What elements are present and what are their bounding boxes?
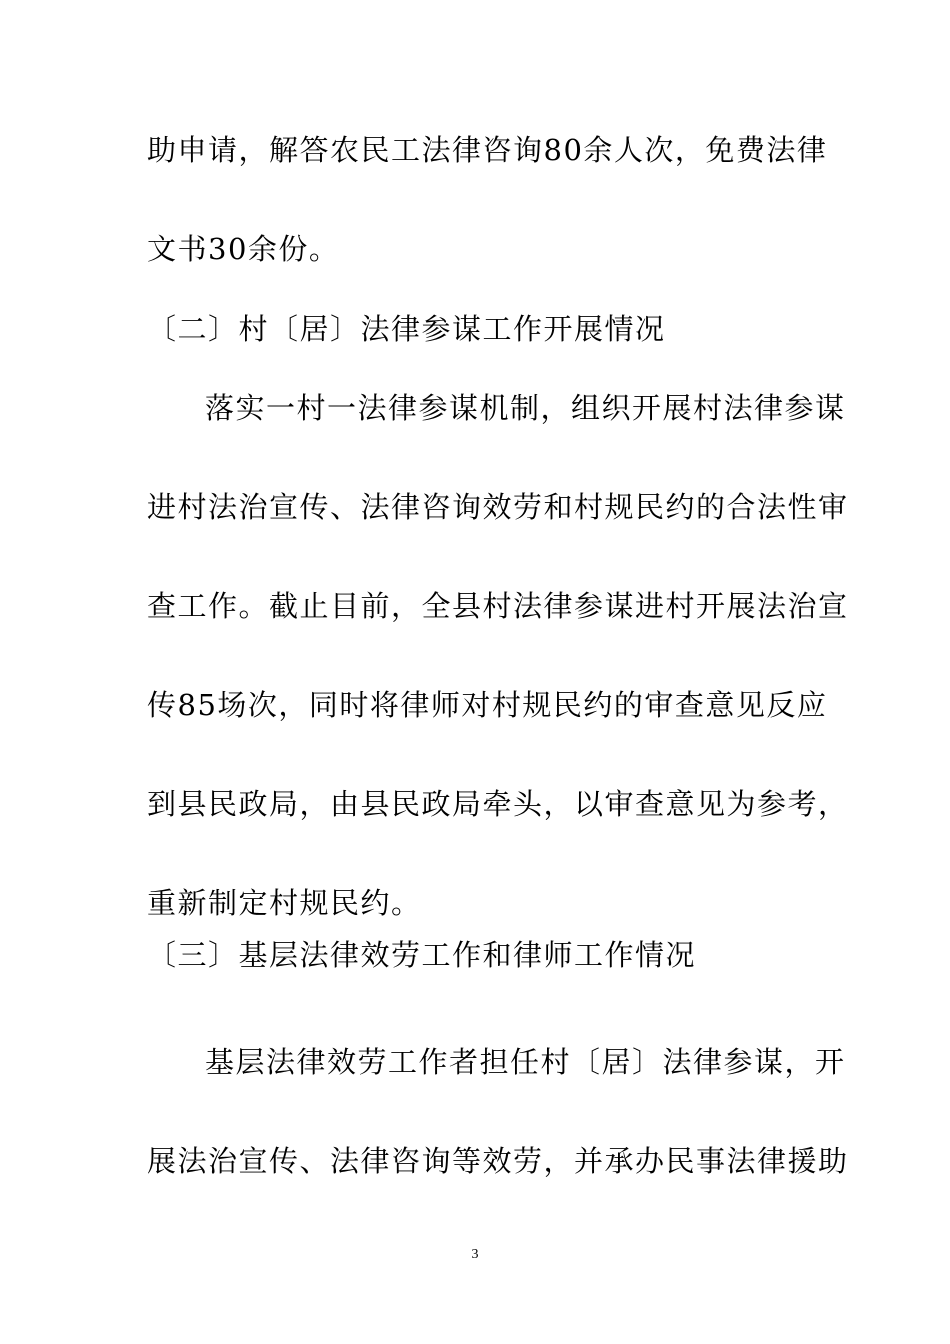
section-heading: 〔三〕基层法律效劳工作和律师工作情况 <box>147 938 697 972</box>
body-text-line: 传85场次，同时将律师对村规民约的审查意见反应 <box>147 688 828 722</box>
body-text-line: 基层法律效劳工作者担任村〔居〕法律参谋，开 <box>205 1045 846 1079</box>
body-text-line: 文书30余份。 <box>147 232 340 266</box>
body-text-line: 查工作。截止目前，全县村法律参谋进村开展法治宣 <box>147 589 849 623</box>
page-number: 3 <box>471 1247 479 1262</box>
body-text-line: 助申请，解答农民工法律咨询80余人次，免费法律 <box>147 133 828 167</box>
body-text-line: 重新制定村规民约。 <box>147 886 422 920</box>
body-text-line: 落实一村一法律参谋机制，组织开展村法律参谋 <box>205 391 846 425</box>
body-text-line: 进村法治宣传、法律咨询效劳和村规民约的合法性审 <box>147 490 849 524</box>
body-text-line: 到县民政局，由县民政局牵头，以审查意见为参考， <box>147 787 849 821</box>
section-heading: 〔二〕村〔居〕法律参谋工作开展情况 <box>147 312 666 346</box>
body-text-line: 展法治宣传、法律咨询等效劳，并承办民事法律援助 <box>147 1144 849 1178</box>
